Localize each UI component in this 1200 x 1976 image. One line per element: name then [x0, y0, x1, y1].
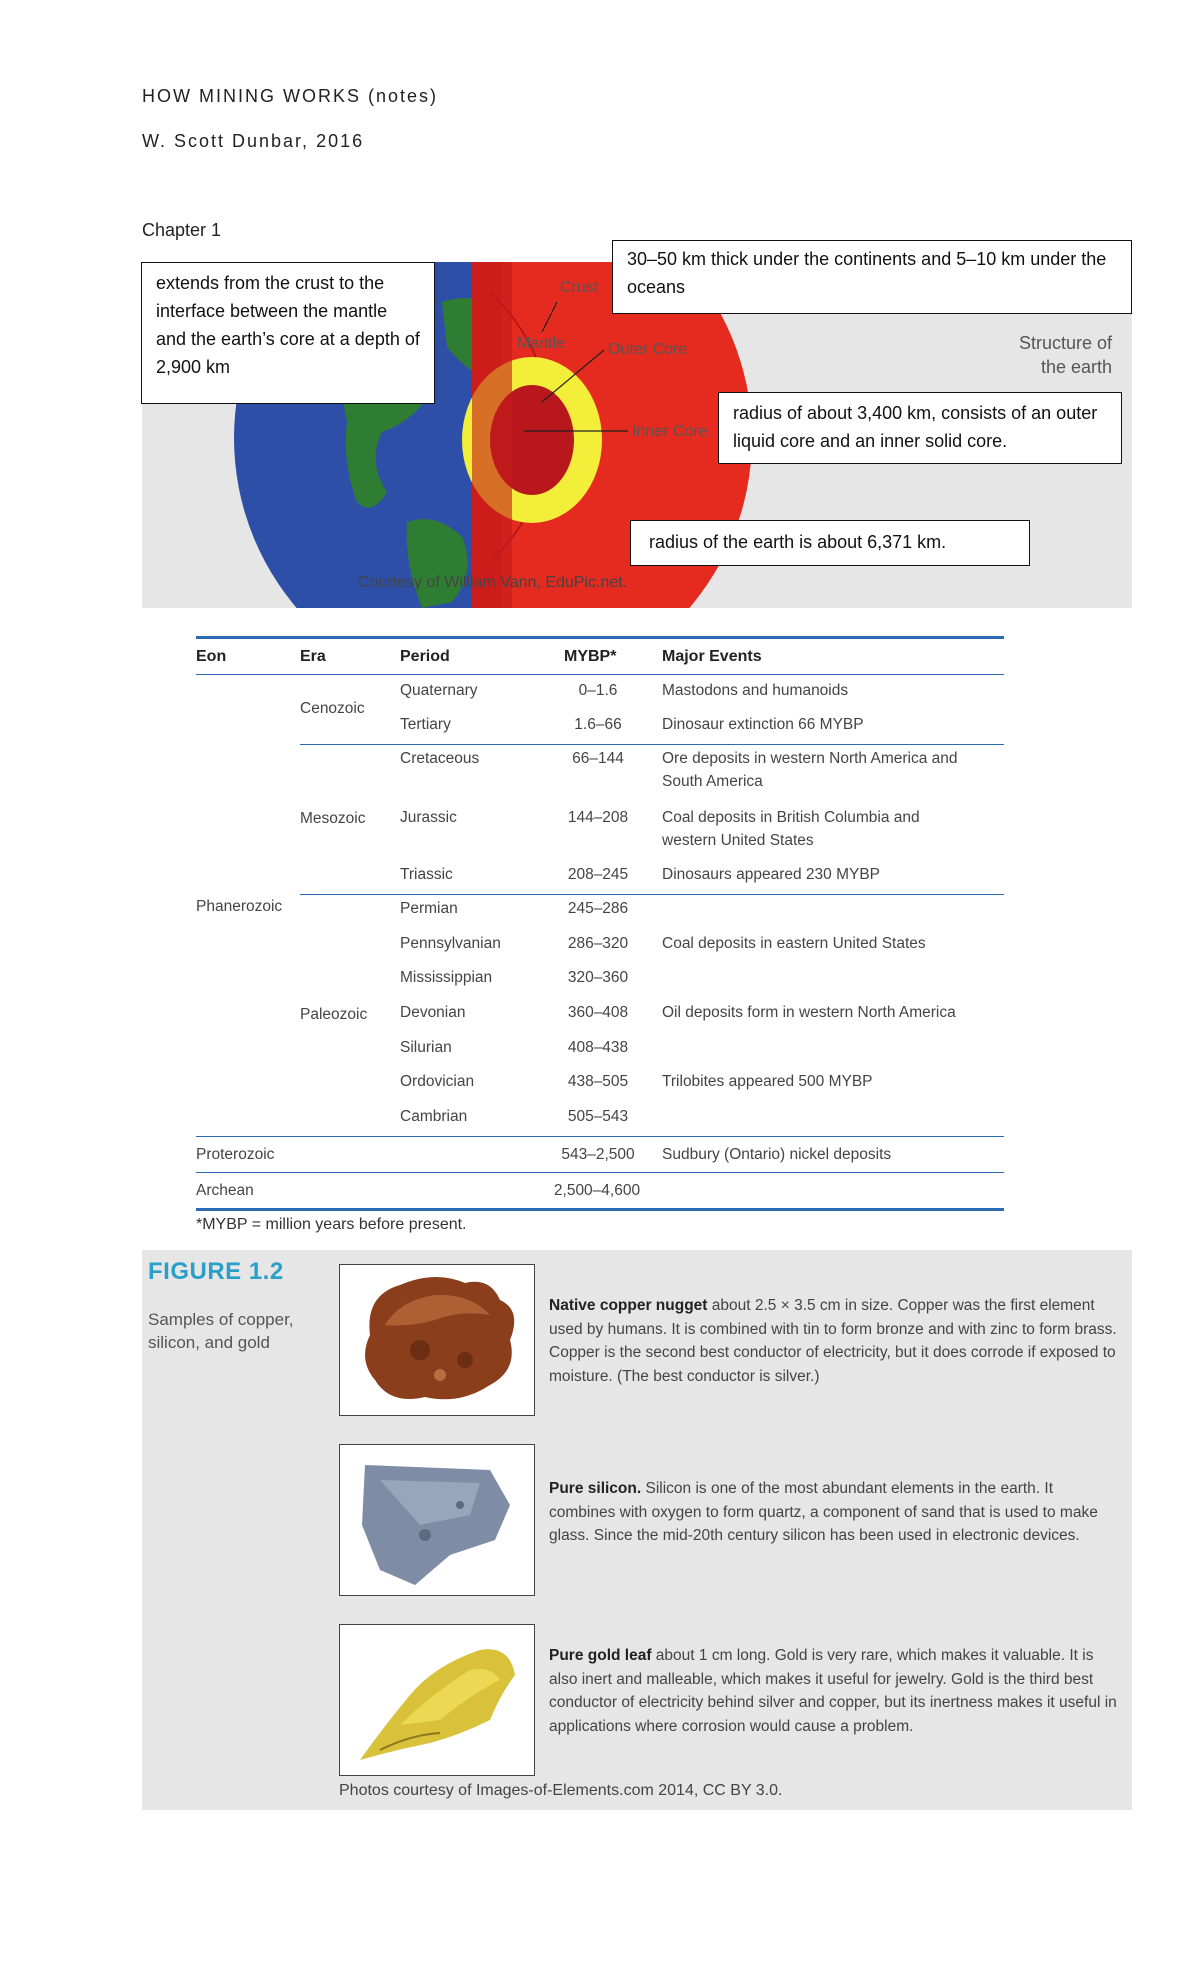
outer-core-label: Outer Core — [608, 341, 688, 358]
callout-core: radius of about 3,400 km, consists of an outer liquid core and an inner solid core. — [718, 392, 1122, 464]
eon-phanerozoic: Phanerozoic — [196, 898, 283, 915]
mybp-cell: 208–245 — [567, 866, 629, 883]
period-cell: Cretaceous — [400, 750, 480, 767]
event-cell: Trilobites appeared 500 MYBP — [662, 1073, 873, 1090]
event-cell: Oil deposits form in western North America — [662, 1004, 956, 1021]
table-bottom-rule — [196, 1208, 1004, 1211]
mybp-cell: 245–286 — [567, 900, 629, 917]
cenozoic-rule — [300, 744, 1004, 745]
figure-title-line1: Structure of — [1018, 333, 1112, 353]
mybp-cell: 0–1.6 — [578, 682, 618, 699]
event-cell: Coal deposits in eastern United States — [662, 935, 926, 952]
gold-description — [549, 1644, 1119, 1738]
era-mesozoic: Mesozoic — [300, 810, 366, 827]
inner-core-label: Inner Core — [632, 423, 708, 440]
eon-proterozoic: Proterozoic — [196, 1146, 275, 1163]
figure-number: FIGURE 1.2 — [148, 1258, 284, 1285]
copper-nugget-photo — [339, 1264, 535, 1416]
period-cell: Silurian — [400, 1039, 452, 1056]
event-cell: Sudbury (Ontario) nickel deposits — [662, 1146, 892, 1163]
mantle-label: Mantle — [517, 335, 566, 352]
mybp-cell: 320–360 — [567, 969, 629, 986]
era-cenozoic: Cenozoic — [300, 700, 365, 717]
event-cell: Mastodons and humanoids — [662, 682, 849, 699]
mybp-cell: 1.6–66 — [574, 716, 622, 733]
sample-text: Silicon is one of the most abundant elements in the earth. It combines with oxygen to form quartz, a component of sand that is used to make glass. Since the mid-20th century silicon has been used in electronic devices. — [549, 1480, 1098, 1544]
mybp-cell: 543–2,500 — [561, 1146, 635, 1163]
mybp-cell: 408–438 — [567, 1039, 629, 1056]
event-cell: Coal deposits in British Columbia and — [662, 809, 920, 826]
gold-leaf-photo — [339, 1624, 535, 1776]
earth-figure-credit: Courtesy of William Vann, EduPic.net. — [358, 574, 628, 591]
period-cell: Mississippian — [400, 969, 493, 986]
copper-description — [549, 1294, 1119, 1388]
period-cell: Pennsylvanian — [400, 935, 501, 952]
header-mybp: MYBP* — [564, 648, 617, 665]
period-cell: Tertiary — [400, 716, 451, 733]
eon-archean: Archean — [196, 1182, 254, 1199]
table-top-rule — [196, 636, 1004, 639]
figure-title-line2: the earth — [1040, 357, 1112, 377]
gold-leaf-image — [340, 1625, 534, 1775]
header-era: Era — [300, 648, 326, 665]
event-cell-continued: South America — [662, 773, 763, 790]
chapter-heading: Chapter 1 — [142, 220, 222, 240]
document-title: HOW MINING WORKS (notes) — [142, 86, 439, 106]
copper-nugget-image — [340, 1265, 534, 1415]
period-cell: Devonian — [400, 1004, 466, 1021]
callout-crust: 30–50 km thick under the continents and 5–10 km under the oceans — [612, 240, 1132, 314]
photos-credit: Photos courtesy of Images-of-Elements.com 2014, CC BY 3.0. — [339, 1782, 783, 1799]
sample-name: Pure silicon. — [549, 1480, 642, 1497]
crust-label: Crust — [560, 279, 599, 296]
period-cell: Ordovician — [400, 1073, 475, 1090]
event-cell-continued: western United States — [662, 832, 814, 849]
callout-mantle: extends from the crust to the interface between the mantle and the earth’s core at a depth of 2,900 km — [141, 262, 435, 404]
mybp-cell: 438–505 — [567, 1073, 629, 1090]
mybp-cell: 505–543 — [567, 1108, 629, 1125]
table-header-rule — [196, 674, 1004, 675]
silicon-image — [340, 1445, 534, 1595]
mybp-cell: 2,500–4,600 — [553, 1182, 641, 1199]
figure-caption: Samples of copper, silicon, and gold — [148, 1310, 294, 1352]
period-cell: Jurassic — [400, 809, 457, 826]
header-major-events: Major Events — [662, 648, 762, 665]
sample-name: Native copper nugget — [549, 1297, 708, 1314]
table-footnote: *MYBP = million years before present. — [196, 1216, 467, 1233]
event-cell: Dinosaurs appeared 230 MYBP — [662, 866, 880, 883]
phanerozoic-rule — [196, 1136, 1004, 1137]
mybp-cell: 360–408 — [567, 1004, 629, 1021]
period-cell: Triassic — [400, 866, 453, 883]
callout-earth-radius: radius of the earth is about 6,371 km. — [630, 520, 1030, 566]
period-cell: Cambrian — [400, 1108, 468, 1125]
silicon-photo — [339, 1444, 535, 1596]
header-period: Period — [400, 648, 450, 665]
silicon-description — [549, 1477, 1119, 1548]
mybp-cell: 144–208 — [567, 809, 629, 826]
sample-name: Pure gold leaf — [549, 1647, 652, 1664]
header-eon: Eon — [196, 648, 227, 665]
era-paleozoic: Paleozoic — [300, 1006, 368, 1023]
event-cell: Ore deposits in western North America and — [662, 750, 958, 767]
mesozoic-rule — [300, 894, 1004, 895]
period-cell: Quaternary — [400, 682, 478, 699]
author-line: W. Scott Dunbar, 2016 — [142, 131, 365, 151]
mybp-cell: 66–144 — [572, 750, 624, 767]
sample-text: about 2.5 × 3.5 cm in size. Copper was the first element used by humans. It is combined with tin to form bronze and with zinc to form brass. Copper is the second best conductor of electricity, but it does corrode if exposed to moisture. (The best conductor is silver.) — [549, 1297, 1117, 1385]
event-cell: Dinosaur extinction 66 MYBP — [662, 716, 864, 733]
sample-text: about 1 cm long. Gold is very rare, which makes it valuable. It is also inert and malleable, which makes it useful for jewelry. Gold is the third best conductor of electricity behind silver and copper, but its inertness makes it useful in applications where corrosion would cause a problem. — [549, 1647, 1117, 1735]
mybp-cell: 286–320 — [567, 935, 629, 952]
period-cell: Permian — [400, 900, 458, 917]
proterozoic-rule — [196, 1172, 1004, 1173]
